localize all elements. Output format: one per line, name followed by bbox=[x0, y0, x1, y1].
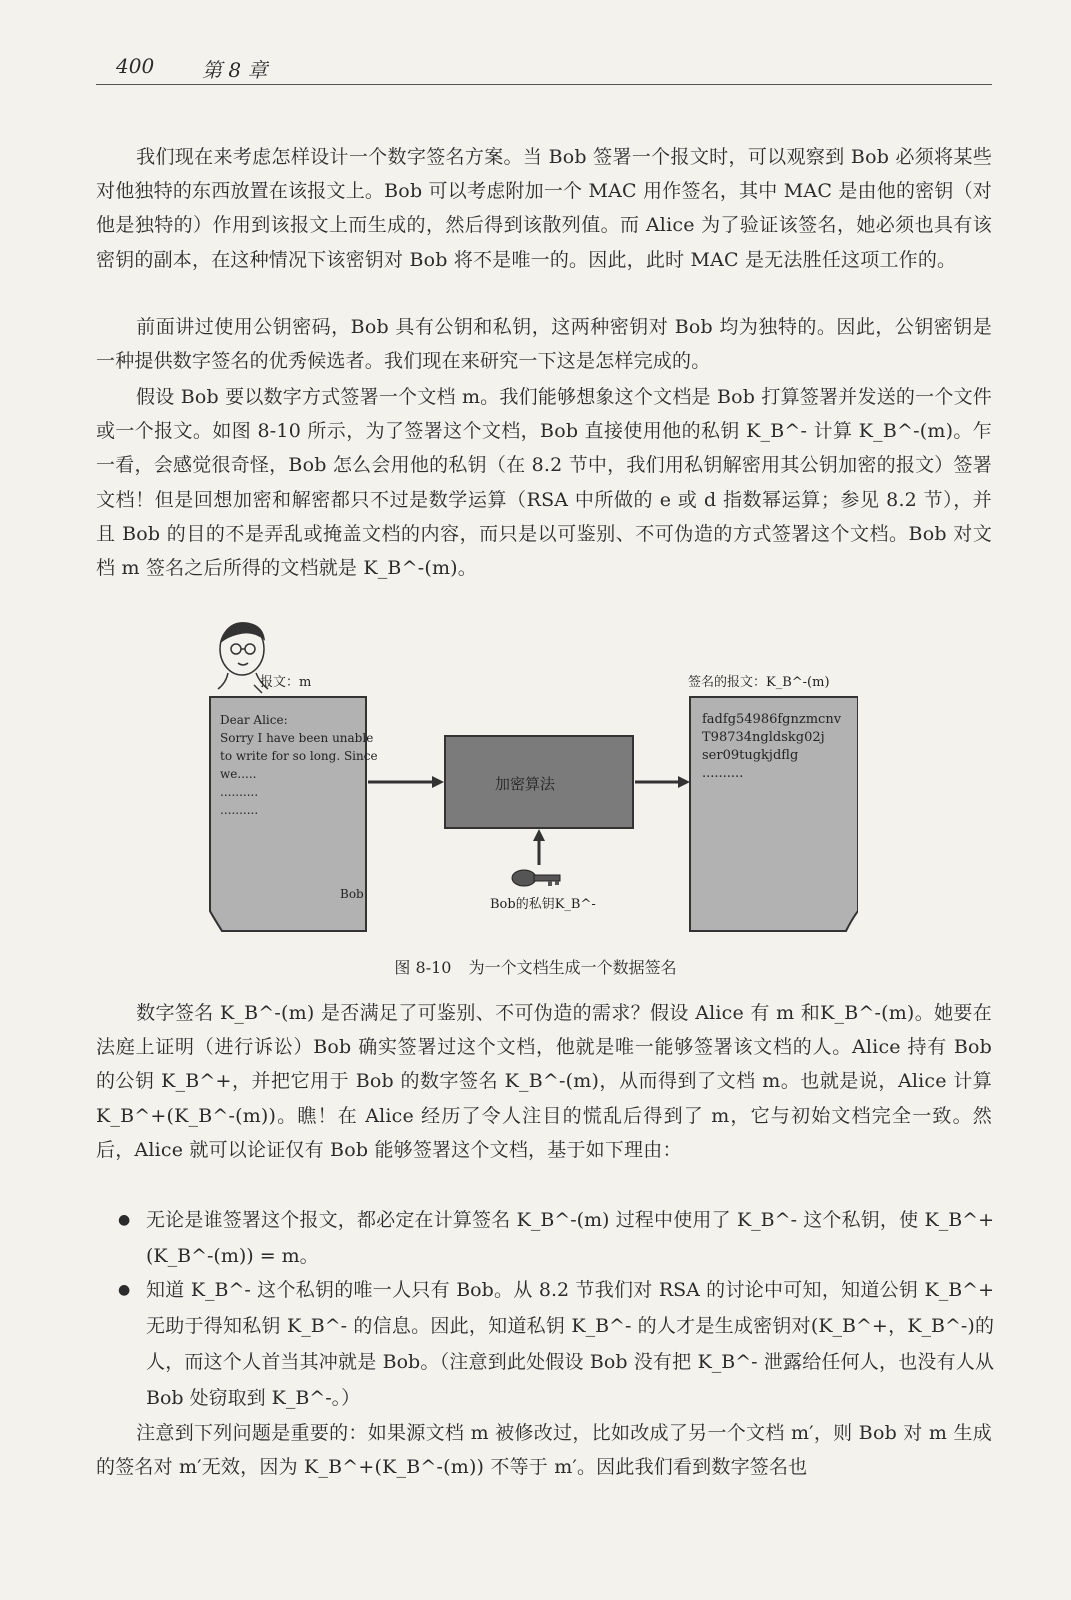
caption-number: 图 8-10 bbox=[394, 958, 452, 977]
caption-text: 为一个文档生成一个数据签名 bbox=[468, 958, 677, 977]
bullet-2-text: 知道 K_B^- 这个私钥的唯一人只有 Bob。从 8.2 节我们对 RSA 的讨论中可知，知道公钥 K_B^+ 无助于得知私钥 K_B^- 的信息。因此，知道私钥 K_B^- 的人才是生成密钥对(K_B^+，K_B^-)的人，而这个人首当其冲就是 Bob。（注意到此处假设 Bob 没有把 K_B^- 泄露给任何人，也没有人从 Bob 处窃取到 K_B^-。） bbox=[146, 1279, 994, 1409]
left-doc-line: Dear Alice: bbox=[220, 713, 288, 727]
figure-caption bbox=[0, 955, 1071, 978]
chapter-label: 第 8 章 bbox=[202, 58, 268, 82]
left-doc-line: .......... bbox=[220, 785, 259, 799]
bullet-dot: ● bbox=[118, 1282, 131, 1298]
signed-message-label: 签名的报文：K_B^-(m) bbox=[688, 675, 830, 690]
paragraph-5 bbox=[96, 1416, 992, 1484]
message-label: 报文：m bbox=[260, 675, 312, 690]
bullet-item-1 bbox=[118, 1202, 994, 1274]
figure-8-10 bbox=[208, 615, 858, 940]
paragraph-4 bbox=[96, 996, 992, 1167]
right-doc-line: T98734ngldskg02j bbox=[702, 730, 825, 745]
left-doc-line: Sorry I have been unable bbox=[220, 731, 374, 745]
paragraph-4-text: 数字签名 K_B^-(m) 是否满足了可鉴别、不可伪造的需求？假设 Alice 有 m 和K_B^-(m)。她要在法庭上证明（进行诉讼）Bob 确实签署过这个文档，他就是唯一能够签署该文档的人。Alice 持有 Bob 的公钥 K_B^+，并把它用于 Bob 的数字签名 K_B^-(m)，从而得到了文档 m。也就是说，Alice 计算 K_B^+(K_B^-(m))。瞧！在 Alice 经历了令人注目的慌乱后得到了 m，它与初始文档完全一致。然后，Alice 就可以论证仅有 Bob 能够签署这个文档，基于如下理由： bbox=[96, 1002, 992, 1161]
paragraph-1-text: 我们现在来考虑怎样设计一个数字签名方案。当 Bob 签署一个报文时，可以观察到 Bob 必须将某些对他独特的东西放置在该报文上。Bob 可以考虑附加一个 MAC 用作签名，其中 MAC 是由他的密钥（对他是独特的）作用到该报文上而生成的，然后得到该散列值。而 Alice 为了验证该签名，她必须也具有该密钥的副本，在这种情况下该密钥对 Bob 将不是唯一的。因此，此时 MAC 是无法胜任这项工作的。 bbox=[96, 146, 992, 271]
paragraph-5-text: 注意到下列问题是重要的：如果源文档 m 被修改过，比如改成了另一个文档 m′，则 Bob 对 m 生成的签名对 m′无效，因为 K_B^+(K_B^-(m)) 不等于 m′。因此我们看到数字签名也 bbox=[96, 1422, 992, 1479]
right-doc-line: .......... bbox=[702, 766, 744, 781]
right-doc-line: fadfg54986fgnzmcnv bbox=[702, 712, 842, 727]
paragraph-2-text: 前面讲过使用公钥密码，Bob 具有公钥和私钥，这两种密钥对 Bob 均为独特的。因此，公钥密钥是一种提供数字签名的优秀候选者。我们现在来研究一下这是怎样完成的。 bbox=[96, 316, 992, 373]
paragraph-3-text: 假设 Bob 要以数字方式签署一个文档 m。我们能够想象这个文档是 Bob 打算签署并发送的一个文件或一个报文。如图 8-10 所示，为了签署这个文档，Bob 直接使用他的私钥 K_B^- 计算 K_B^-(m)。乍一看，会感觉很奇怪，Bob 怎么会用他的私钥（在 8.2 节中，我们用私钥解密用其公钥加密的报文）签署文档！但是回想加密和解密都只不过是数学运算（RSA 中所做的 e 或 d 指数幂运算；参见 8.2 节），并且 Bob 的目的不是弄乱或掩盖文档的内容，而只是以可鉴别、不可伪造的方式签署这个文档。Bob 对文档 m 签名之后所得的文档就是 K_B^-(m)。 bbox=[96, 386, 992, 580]
algorithm-label: 加密算法 bbox=[495, 775, 556, 793]
running-header bbox=[96, 52, 992, 86]
arrow-left-to-box bbox=[368, 776, 444, 788]
paragraph-1 bbox=[96, 140, 992, 277]
paragraph-2 bbox=[96, 310, 992, 378]
page-number: 400 bbox=[116, 54, 155, 78]
left-doc-line: .......... bbox=[220, 803, 259, 817]
left-doc-signature: Bob bbox=[340, 887, 364, 901]
bullet-1-text: 无论是谁签署这个报文，都必定在计算签名 K_B^-(m) 过程中使用了 K_B^- 这个私钥，使 K_B^+(K_B^-(m)) = m。 bbox=[146, 1209, 994, 1267]
left-doc-line: we..... bbox=[220, 767, 257, 781]
private-key-label: Bob的私钥K_B^- bbox=[490, 897, 596, 912]
header-rule bbox=[96, 84, 992, 85]
left-doc-line: to write for so long. Since bbox=[220, 749, 378, 763]
key-icon bbox=[512, 870, 560, 886]
paragraph-3 bbox=[96, 380, 992, 585]
arrow-box-to-right bbox=[635, 776, 690, 788]
bullet-item-2 bbox=[118, 1272, 994, 1416]
arrow-key-to-box bbox=[533, 829, 545, 865]
left-document-text bbox=[220, 711, 378, 819]
bullet-dot: ● bbox=[118, 1212, 131, 1228]
right-doc-line: ser09tugkjdflg bbox=[702, 748, 799, 763]
right-document-text bbox=[702, 711, 841, 783]
